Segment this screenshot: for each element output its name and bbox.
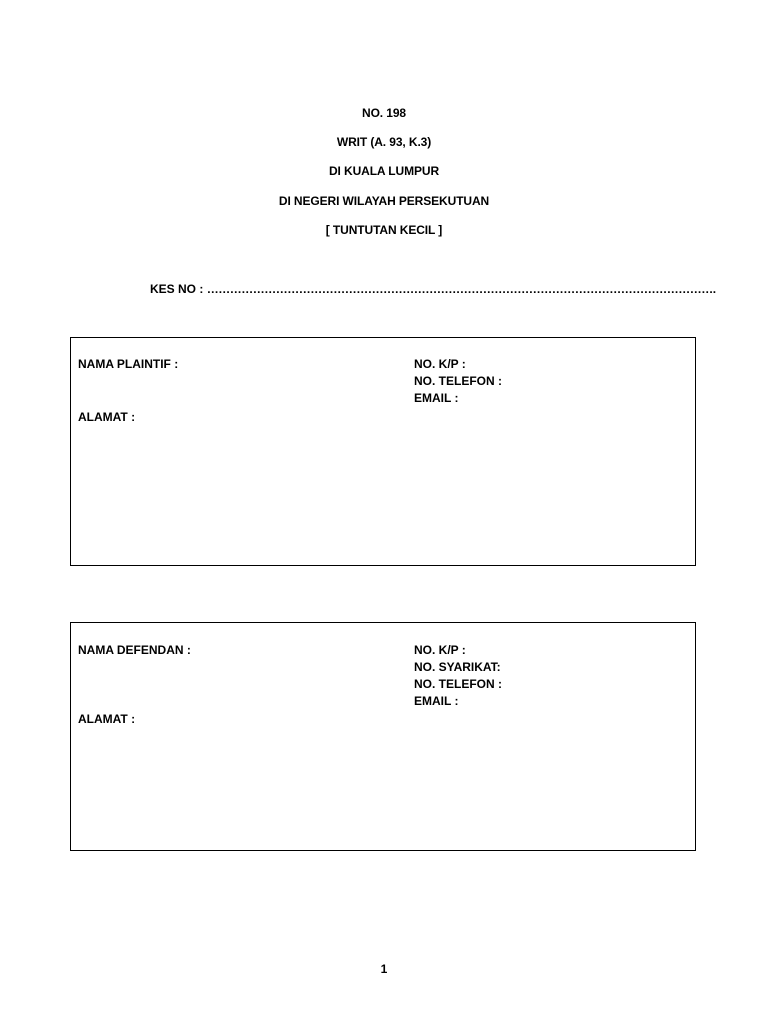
defendant-email-label: EMAIL : — [414, 694, 459, 708]
plaintiff-email-label: EMAIL : — [414, 391, 459, 405]
defendant-address-label: ALAMAT : — [78, 712, 136, 726]
plaintiff-address-label: ALAMAT : — [78, 410, 136, 424]
writ-title: WRIT (A. 93, K.3) — [336, 135, 432, 149]
defendant-company-label: NO. SYARIKAT: — [414, 660, 501, 674]
plaintiff-phone-label: NO. TELEFON : — [414, 374, 502, 388]
claim-type: [ TUNTUTAN KECIL ] — [325, 223, 443, 237]
case-number-label: KES NO : — [150, 282, 204, 296]
plaintiff-name-label: NAMA PLAINTIF : — [78, 357, 179, 371]
plaintiff-box — [70, 337, 696, 566]
court-location: DI KUALA LUMPUR — [328, 164, 440, 178]
defendant-ic-label: NO. K/P : — [414, 643, 466, 657]
case-number-blank[interactable]: ……………………………………………………………………………………………………………………. — [206, 282, 716, 296]
case-number-line — [150, 281, 716, 297]
defendant-phone-label: NO. TELEFON : — [414, 677, 502, 691]
plaintiff-ic-label: NO. K/P : — [414, 357, 466, 371]
page-number: 1 — [380, 962, 388, 976]
defendant-name-label: NAMA DEFENDAN : — [78, 643, 191, 657]
court-state: DI NEGERI WILAYAH PERSEKUTUAN — [278, 194, 490, 208]
form-number: NO. 198 — [362, 106, 406, 120]
defendant-box — [70, 622, 696, 851]
